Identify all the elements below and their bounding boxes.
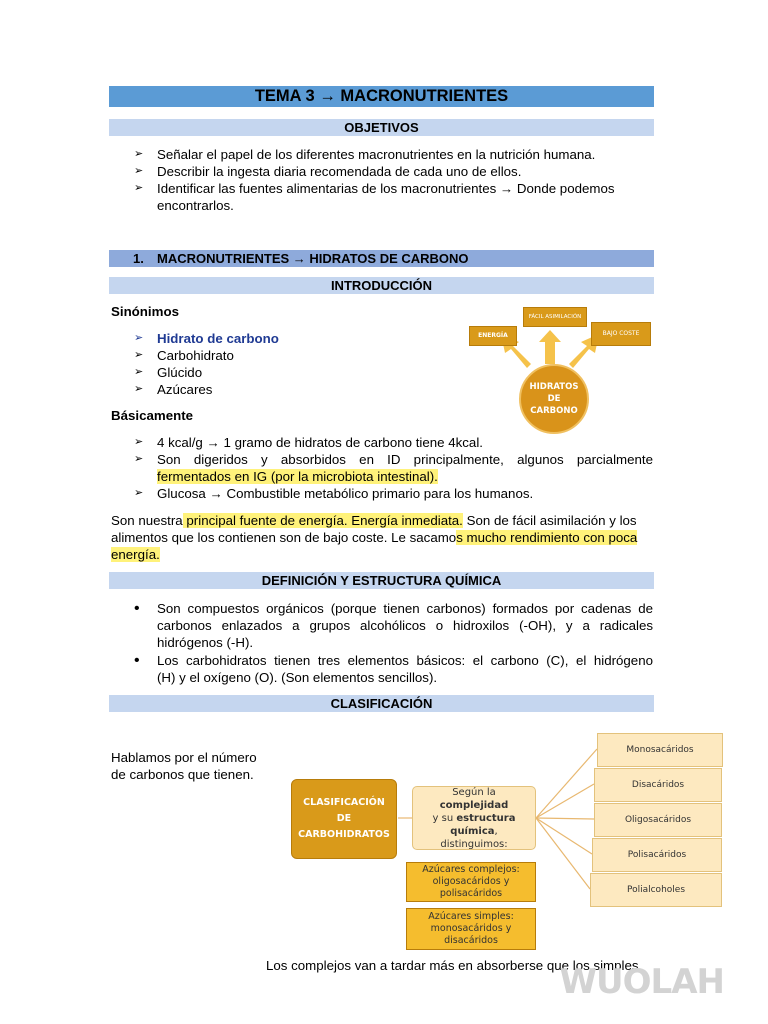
- bullet-arrow-icon: ➢: [134, 383, 144, 395]
- simple-sugars-box: Azúcares simples: monosacáridos y disacáridos: [406, 908, 536, 950]
- bullet-dot-icon: •: [134, 600, 140, 617]
- bullet-dot-icon: •: [134, 652, 140, 669]
- definicion-item-continued: hidrógenos (-H).: [157, 635, 254, 650]
- type-polisacaridos: Polisacáridos: [592, 838, 722, 872]
- clasificacion-heading: CLASIFICACIÓN: [109, 695, 654, 712]
- definicion-item: Los carbohidratos tienen tres elementos básicos: el carbono (C), el hidrógeno: [157, 653, 653, 668]
- clasificacion-note: Hablamos por el número de carbonos que tienen.: [111, 750, 257, 782]
- sinonimos-label: Sinónimos: [111, 304, 179, 319]
- sinonimo-item: Hidrato de carbono: [157, 331, 279, 346]
- bullet-arrow-icon: ➢: [134, 148, 144, 160]
- objetivo-item-continued: encontrarlos.: [157, 198, 234, 213]
- sinonimo-item: Glúcido: [157, 365, 203, 380]
- page-title: TEMA 3 → MACRONUTRIENTES: [109, 86, 654, 107]
- bullet-arrow-icon: ➢: [134, 487, 144, 499]
- bullet-arrow-icon: ➢: [134, 366, 144, 378]
- intro-paragraph: Son nuestra principal fuente de energía. Energía inmediata. Son de fácil asimilación y los alimentos que los contienen son de bajo coste. Le sacamos mucho rendimiento con poca energía.: [111, 513, 638, 562]
- objetivo-item: Describir la ingesta diaria recomendada de cada uno de ellos.: [157, 164, 522, 179]
- type-oligosacaridos: Oligosacáridos: [594, 803, 722, 837]
- section-title: MACRONUTRIENTES → HIDRATOS DE CARBONO: [157, 251, 469, 266]
- objetivo-item: Señalar el papel de los diferentes macronutrientes en la nutrición humana.: [157, 147, 596, 162]
- introduccion-heading: INTRODUCCIÓN: [109, 277, 654, 294]
- clasificacion-footer: Los complejos van a tardar más en absorberse que los simples.: [266, 958, 643, 973]
- definicion-heading: DEFINICIÓN Y ESTRUCTURA QUÍMICA: [109, 572, 654, 589]
- bullet-arrow-icon: ➢: [134, 332, 144, 344]
- bajo-coste-box: BAJO COSTE: [591, 322, 651, 346]
- definicion-item-continued: (H) y el oxígeno (O). (Son elementos sencillos).: [157, 670, 438, 685]
- bullet-arrow-icon: ➢: [134, 453, 144, 465]
- basicamente-item: Glucosa → Combustible metabólico primario para los humanos.: [157, 486, 534, 501]
- wuolah-watermark: WUOLAH: [559, 962, 724, 1002]
- bullet-arrow-icon: ➢: [134, 436, 144, 448]
- section-number: 1.: [133, 251, 144, 266]
- energia-box: ENERGÍA: [469, 326, 517, 346]
- type-disacaridos: Disacáridos: [594, 768, 722, 802]
- clasificacion-main-box: CLASIFICACIÓN DE CARBOHIDRATOS: [291, 779, 397, 859]
- basicamente-item-continued: fermentados en IG (por la microbiota intestinal).: [157, 469, 438, 484]
- objetivo-item: Identificar las fuentes alimentarias de los macronutrientes → Donde podemos: [157, 181, 615, 196]
- basicamente-label: Básicamente: [111, 408, 194, 423]
- type-polialcoholes: Polialcoholes: [590, 873, 722, 907]
- definicion-item: Son compuestos orgánicos (porque tienen carbonos) formados por cadenas de: [157, 601, 653, 616]
- objetivos-heading: OBJETIVOS: [109, 119, 654, 136]
- bullet-arrow-icon: ➢: [134, 182, 144, 194]
- bullet-arrow-icon: ➢: [134, 165, 144, 177]
- bullet-arrow-icon: ➢: [134, 349, 144, 361]
- criteria-box: Según la complejidad y su estructura química, distinguimos:: [412, 786, 536, 850]
- basicamente-item: Son digeridos y absorbidos en ID principalmente, algunos parcialmente: [157, 452, 653, 467]
- sinonimo-item: Azúcares: [157, 382, 213, 397]
- facil-asimilacion-box: FÁCIL ASIMILACIÓN: [523, 307, 587, 327]
- basicamente-item: 4 kcal/g → 1 gramo de hidratos de carbono tiene 4kcal.: [157, 435, 483, 450]
- hidratos-circle: HIDRATOS DE CARBONO: [519, 364, 589, 434]
- definicion-item-continued: carbonos enlazados a grupos alcohólicos o hidroxilos (-OH), y a radicales: [157, 618, 653, 633]
- sinonimo-item: Carbohidrato: [157, 348, 234, 363]
- type-monosacaridos: Monosacáridos: [597, 733, 723, 767]
- complex-sugars-box: Azúcares complejos: oligosacáridos y polisacáridos: [406, 862, 536, 902]
